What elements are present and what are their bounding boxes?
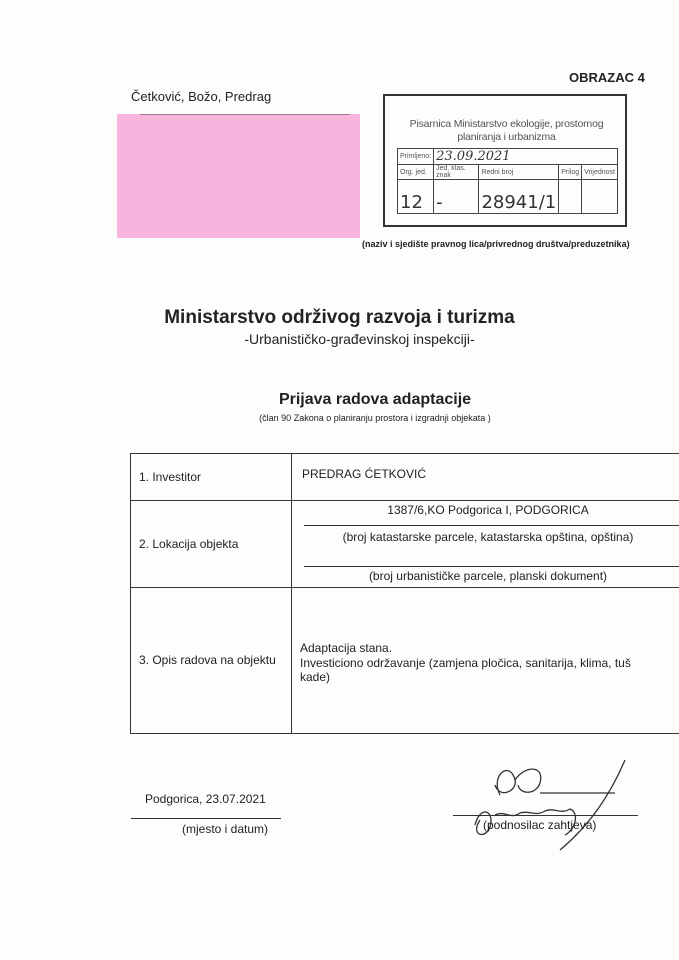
stamp-val-class: - bbox=[434, 180, 479, 214]
urban-caption: (broj urbanističke parcele, planski dokument) bbox=[368, 569, 608, 583]
form-code: OBRAZAC 4 bbox=[569, 70, 645, 85]
description-value bbox=[292, 587, 679, 733]
stamp-val-attachment bbox=[559, 180, 582, 214]
applicant-name: Četković, Božo, Predrag bbox=[131, 89, 272, 104]
stamp-title-line1: Pisarnica Ministarstvo ekologije, prostornog bbox=[409, 118, 604, 130]
investor-label: 1. Investitor bbox=[131, 454, 292, 500]
stamp-val-org: 12 bbox=[398, 180, 434, 214]
location-label: 2. Lokacija objekta bbox=[131, 500, 292, 587]
applicant-signature-caption: (podnosilac zahtjeva) bbox=[483, 818, 597, 832]
investor-value bbox=[292, 454, 679, 500]
stamp-col-value: Vrijednost bbox=[582, 165, 618, 180]
description-line2: Investiciono održavanje (zamjena pločica, sanitarija, klima, tuš kade) bbox=[300, 656, 631, 684]
stamp-title-line2: planiranja i urbanizma bbox=[457, 131, 556, 143]
redacted-block bbox=[117, 114, 360, 238]
description-line1: Adaptacija stana. bbox=[300, 641, 393, 655]
stamp-val-value bbox=[582, 180, 618, 214]
stamp-col-number: Redni broj bbox=[479, 165, 559, 180]
stamp-col-org: Org. jed. bbox=[398, 165, 434, 180]
signature-underline bbox=[453, 815, 638, 816]
stamp-val-number: 28941/1 bbox=[479, 180, 559, 214]
stamp-table bbox=[397, 148, 618, 214]
urban-underline bbox=[304, 566, 679, 567]
redaction-edge bbox=[140, 114, 350, 115]
place-date-caption: (mjesto i datum) bbox=[182, 822, 269, 836]
stamp-col-attachment: Prilog bbox=[559, 165, 582, 180]
parcel-value: 1387/6,KO Podgorica I, PODGORICA bbox=[387, 503, 589, 517]
stamp-col-class: Jed. klas. znak bbox=[434, 165, 479, 180]
parcel-underline bbox=[304, 525, 679, 526]
applicant-caption: (naziv i sjedište pravnog lica/privrednog društva/preduzetnika) bbox=[362, 239, 630, 249]
investor-name: PREDRAG ĆETKOVIĆ bbox=[302, 467, 427, 481]
ministry-title: Ministarstvo održivog razvoja i turizma bbox=[164, 307, 515, 328]
received-label: Primljeno: bbox=[398, 149, 434, 165]
row-description bbox=[131, 587, 679, 733]
form-title: Prijava radova adaptacije bbox=[278, 391, 472, 408]
form-subtitle: (član 90 Zakona o planiranju prostora i izgradnji objekata ) bbox=[259, 413, 491, 423]
department: -Urbanističko-građevinskoj inspekciji- bbox=[244, 331, 475, 347]
location-value bbox=[292, 500, 679, 587]
place-date: Podgorica, 23.07.2021 bbox=[145, 792, 266, 806]
date-underline bbox=[131, 818, 281, 819]
row-investor bbox=[131, 454, 679, 501]
signature-icon bbox=[440, 755, 640, 855]
stamp-title bbox=[394, 118, 619, 144]
description-label: 3. Opis radova na objektu bbox=[131, 587, 292, 733]
received-date: 23.09.2021 bbox=[434, 149, 618, 165]
application-table bbox=[130, 453, 679, 734]
parcel-caption: (broj katastarske parcele, katastarska opština, opština) bbox=[342, 530, 634, 544]
row-location bbox=[131, 500, 679, 588]
